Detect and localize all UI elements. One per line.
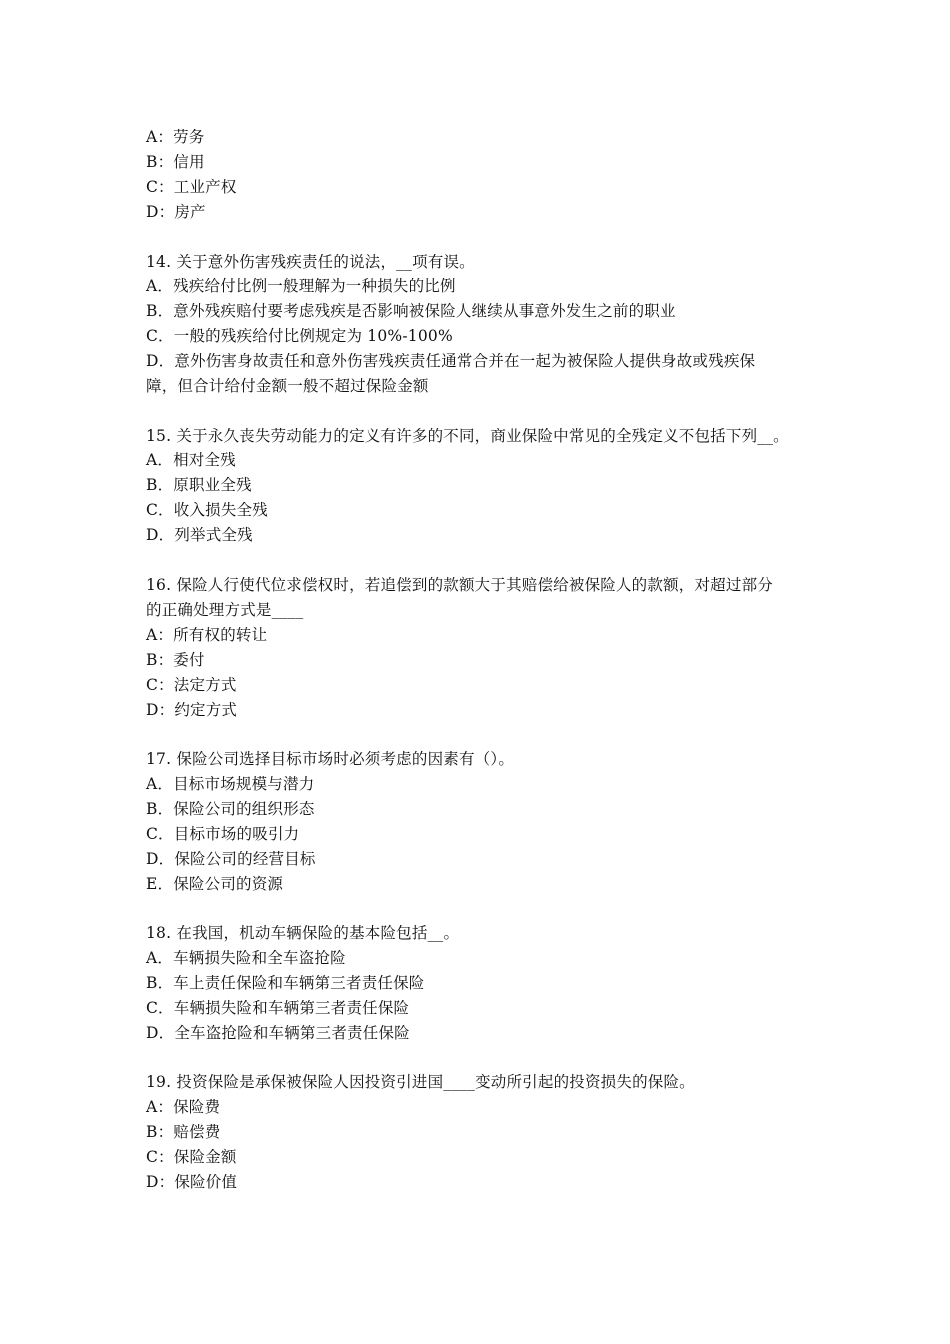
- q16-option-c: C：法定方式: [146, 676, 237, 694]
- q13-option-c: C：工业产权: [146, 178, 237, 196]
- q14-option-d-continued: 障，但合计给付金额一般不超过保险金额: [146, 377, 429, 395]
- q19-option-a: A：保险费: [146, 1098, 221, 1116]
- q19-option-b: B：赔偿费: [146, 1123, 221, 1141]
- q19-option-d: D：保险价值: [146, 1173, 238, 1191]
- q18-option-c: C．车辆损失险和车辆第三者责任保险: [146, 999, 410, 1017]
- q15-stem: 15. 关于永久丧失劳动能力的定义有许多的不同，商业保险中常见的全残定义不包括下列__。: [146, 427, 789, 445]
- q15-option-c: C．收入损失全残: [146, 501, 268, 519]
- q13-option-a: A：劳务: [146, 128, 205, 146]
- q14-option-b: B．意外残疾赔付要考虑残疾是否影响被保险人继续从事意外发生之前的职业: [146, 302, 676, 320]
- q15-option-a: A．相对全残: [146, 451, 236, 469]
- q16-option-a: A：所有权的转让: [146, 626, 268, 644]
- q17-option-c: C．目标市场的吸引力: [146, 825, 300, 843]
- q16-option-d: D：约定方式: [146, 701, 238, 719]
- q17-option-a: A．目标市场规模与潜力: [146, 775, 315, 793]
- q17-option-d: D．保险公司的经营目标: [146, 850, 316, 868]
- q16-stem-line2: 的正确处理方式是____: [146, 601, 304, 619]
- q14-stem: 14. 关于意外伤害残疾责任的说法，__项有误。: [146, 253, 475, 271]
- q14-option-d: D．意外伤害身故责任和意外伤害残疾责任通常合并在一起为被保险人提供身故或残疾保: [146, 352, 756, 370]
- q17-option-b: B．保险公司的组织形态: [146, 800, 315, 818]
- q18-option-d: D．全车盗抢险和车辆第三者责任保险: [146, 1024, 410, 1042]
- q16-option-b: B：委付: [146, 651, 205, 669]
- q13-option-b: B：信用: [146, 153, 205, 171]
- q18-stem: 18. 在我国，机动车辆保险的基本险包括__。: [146, 924, 460, 942]
- q13-option-d: D：房产: [146, 203, 206, 221]
- q17-option-e: E．保险公司的资源: [146, 875, 284, 893]
- q19-option-c: C：保险金额: [146, 1148, 237, 1166]
- q14-option-c: C．一般的残疾给付比例规定为 10%-100%: [146, 327, 453, 345]
- q18-option-b: B．车上责任保险和车辆第三者责任保险: [146, 974, 425, 992]
- q18-option-a: A．车辆损失险和全车盗抢险: [146, 949, 346, 967]
- q16-stem-line1: 16. 保险人行使代位求偿权时，若追偿到的款额大于其赔偿给被保险人的款额，对超过部分: [146, 576, 773, 594]
- q15-option-b: B．原职业全残: [146, 476, 252, 494]
- q14-option-a: A．残疾给付比例一般理解为一种损失的比例: [146, 277, 456, 295]
- q17-stem: 17. 保险公司选择目标市场时必须考虑的因素有（）。: [146, 750, 515, 768]
- q19-stem: 19. 投资保险是承保被保险人因投资引进国____变动所引起的投资损失的保险。: [146, 1073, 695, 1091]
- q15-option-d: D．列举式全残: [146, 526, 253, 544]
